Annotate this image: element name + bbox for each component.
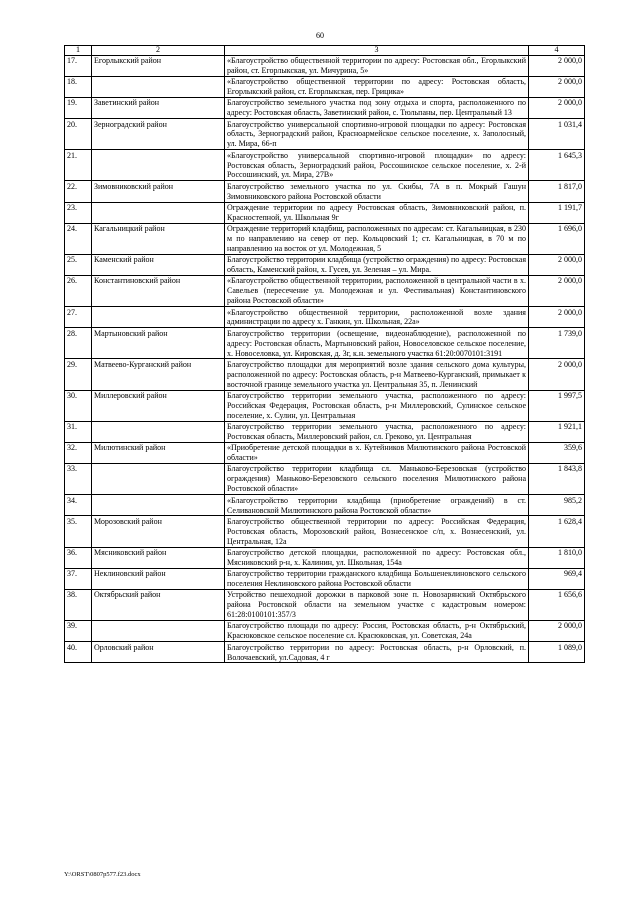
table-row: [65, 150, 585, 181]
table-row: [65, 642, 585, 663]
amount-value: 2 000,0: [529, 359, 585, 390]
table-row: [65, 55, 585, 76]
table-row: [65, 495, 585, 516]
table-row: [65, 276, 585, 307]
table-row: [65, 547, 585, 568]
district-name: Милютинский район: [92, 442, 225, 463]
project-description: Благоустройство территории кладбища (устройство ограждения) по адресу: Ростовская область, Каменский район, х. Гусев, ул. Зеленая – ул. Мира.: [225, 254, 529, 275]
amount-value: 1 628,4: [529, 516, 585, 547]
amount-value: 1 645,3: [529, 150, 585, 181]
district-name: Каменский район: [92, 254, 225, 275]
project-description: Благоустройство территории по адресу: Ростовская область, р-н Орловский, п. Волочаевский, ул.Садовая, 4 г: [225, 642, 529, 663]
row-number: 32.: [65, 442, 92, 463]
district-name: Морозовский район: [92, 516, 225, 547]
row-number: 24.: [65, 223, 92, 254]
district-name: Константиновский район: [92, 276, 225, 307]
table-row: [65, 181, 585, 202]
table-row: [65, 421, 585, 442]
amount-value: 1 739,0: [529, 328, 585, 359]
row-number: 33.: [65, 464, 92, 495]
table-row: [65, 390, 585, 421]
header-row: [65, 46, 585, 56]
project-description: Благоустройство земельного участка по ул. Скибы, 7А в п. Мокрый Гашун Зимовниковского района Ростовской области: [225, 181, 529, 202]
district-name: Кагальницкий район: [92, 223, 225, 254]
project-description: «Приобретение детской площадки в х. Кутейников Милютинского района Ростовской области»: [225, 442, 529, 463]
amount-value: 1 817,0: [529, 181, 585, 202]
row-number: 39.: [65, 621, 92, 642]
table-row: [65, 76, 585, 97]
district-name: [92, 495, 225, 516]
row-number: 20.: [65, 119, 92, 150]
amount-value: 1 843,8: [529, 464, 585, 495]
project-description: «Благоустройство территории кладбища (приобретение ограждений) в ст. Селивановской Милютинского района Ростовской области»: [225, 495, 529, 516]
project-description: «Благоустройство общественной территории по адресу: Ростовская обл., Егорлыкский район, ст. Егорлыкская, ул. Мичурина, 5»: [225, 55, 529, 76]
table-row: [65, 328, 585, 359]
table-row: [65, 568, 585, 589]
project-description: Благоустройство общественной территории по адресу: Российская Федерация, Ростовская область, Морозовский район, Вознесенское с/п, х. Вознесенский, ул. Центральная, 12а: [225, 516, 529, 547]
project-description: Благоустройство площади по адресу: Россия, Ростовская область, р-н Октябрьский, Красюковское сельское поселение сл. Красюковская, ул. Советская, 24а: [225, 621, 529, 642]
amount-value: 2 000,0: [529, 76, 585, 97]
row-number: 25.: [65, 254, 92, 275]
district-name: Мартыновский район: [92, 328, 225, 359]
amount-value: 1 696,0: [529, 223, 585, 254]
table-row: [65, 223, 585, 254]
table-row: [65, 254, 585, 275]
row-number: 37.: [65, 568, 92, 589]
project-description: Благоустройство территории (освещение, видеонаблюдение), расположенной по адресу: Ростовская область, Мартыновский район, Новоселовское сельское поселение, х. Новоселовка, ул. Кировская, д. 3г, к.н. земельного участка 61:20:0070101:3191: [225, 328, 529, 359]
district-name: Орловский район: [92, 642, 225, 663]
row-number: 19.: [65, 97, 92, 118]
amount-value: 2 000,0: [529, 621, 585, 642]
project-description: «Благоустройство универсальной спортивно-игровой площадки» по адресу: Ростовская область, Зерноградский район, Россошинское сельское поселение, х. 2-й Россошинский, ул. Мира, 27В»: [225, 150, 529, 181]
table-row: [65, 307, 585, 328]
project-description: Благоустройство площадки для мероприятий возле здания сельского дома культуры, расположенной по адресу: Ростовская область, р-н Матвеево-Курганский, примыкает к восточной границе земельного участка ул. Центральная 35, п. Ленинский: [225, 359, 529, 390]
project-description: Благоустройство универсальной спортивно-игровой площадки по адресу: Ростовская область, Зерноградский район, Красноармейское сельское поселение, х. Заполосный, ул. Мира, 66-п: [225, 119, 529, 150]
district-name: [92, 307, 225, 328]
project-description: «Благоустройство общественной территории, расположенной возле здания администрации по адресу х. Ганкин, ул. Школьная, 22а»: [225, 307, 529, 328]
project-description: Благоустройство детской площадки, расположенной по адресу: Ростовская обл., Мясниковский р-н, х. Калинин, ул. Школьная, 154а: [225, 547, 529, 568]
table-row: [65, 442, 585, 463]
district-name: Неклиновский район: [92, 568, 225, 589]
amount-value: 985,2: [529, 495, 585, 516]
row-number: 21.: [65, 150, 92, 181]
project-description: Благоустройство территории земельного участка, расположенного по адресу: Ростовская область, Миллеровский район, сл. Греково, ул. Центральная: [225, 421, 529, 442]
table-row: [65, 359, 585, 390]
district-name: Октябрьский район: [92, 589, 225, 620]
table-row: [65, 464, 585, 495]
header-col-2: 2: [92, 46, 225, 56]
row-number: 18.: [65, 76, 92, 97]
project-description: Благоустройство территории гражданского кладбища Большенеклиновского сельского поселения Неклиновского района Ростовской области: [225, 568, 529, 589]
row-number: 40.: [65, 642, 92, 663]
district-name: [92, 464, 225, 495]
table-row: [65, 516, 585, 547]
row-number: 36.: [65, 547, 92, 568]
district-name: [92, 202, 225, 223]
project-description: Благоустройство территории земельного участка, расположенного по адресу: Российская Федерация, Ростовская область, р-н Миллеровский, Сулинское сельское поселение, х. Сулин, ул. Центральная: [225, 390, 529, 421]
project-description: Устройство пешеходной дорожки в парковой зоне п. Новозарянский Октябрьского района Ростовской области на земельном участке с кадастровым номером: 61:28:0100101:357/3: [225, 589, 529, 620]
amount-value: 1 089,0: [529, 642, 585, 663]
header-col-1: 1: [65, 46, 92, 56]
row-number: 30.: [65, 390, 92, 421]
page-number: 60: [316, 31, 324, 40]
district-name: Мясниковский район: [92, 547, 225, 568]
table-row: [65, 202, 585, 223]
amount-value: 2 000,0: [529, 97, 585, 118]
amount-value: 969,4: [529, 568, 585, 589]
header-col-3: 3: [225, 46, 529, 56]
amount-value: 2 000,0: [529, 254, 585, 275]
table-row: [65, 119, 585, 150]
amount-value: 1 921,1: [529, 421, 585, 442]
district-name: Зимовниковский район: [92, 181, 225, 202]
district-name: [92, 150, 225, 181]
district-name: Егорлыкский район: [92, 55, 225, 76]
amount-value: 2 000,0: [529, 55, 585, 76]
project-description: Благоустройство земельного участка под зону отдыха и спорта, расположенного по адресу: Ростовская область, Заветинский район, с. Тюльпаны, пер. Центральный 13: [225, 97, 529, 118]
table-row: [65, 589, 585, 620]
row-number: 27.: [65, 307, 92, 328]
amount-value: 2 000,0: [529, 276, 585, 307]
amount-value: 1 656,6: [529, 589, 585, 620]
district-name: Заветинский район: [92, 97, 225, 118]
row-number: 35.: [65, 516, 92, 547]
row-number: 29.: [65, 359, 92, 390]
file-path-footer: Y:\ORST\0807p577.f23.docx: [64, 871, 141, 878]
district-name: Миллеровский район: [92, 390, 225, 421]
row-number: 26.: [65, 276, 92, 307]
amount-value: 1 031,4: [529, 119, 585, 150]
row-number: 34.: [65, 495, 92, 516]
amount-value: 1 810,0: [529, 547, 585, 568]
row-number: 23.: [65, 202, 92, 223]
amount-value: 1 191,7: [529, 202, 585, 223]
district-name: [92, 76, 225, 97]
table-row: [65, 97, 585, 118]
amount-value: 2 000,0: [529, 307, 585, 328]
row-number: 22.: [65, 181, 92, 202]
project-description: Благоустройство территории кладбища сл. Маньково-Березовская (устройство ограждения) Маньково-Березовского сельского поселения Милютинского района Ростовской области»: [225, 464, 529, 495]
amount-value: 359,6: [529, 442, 585, 463]
amount-value: 1 997,5: [529, 390, 585, 421]
district-name: Зерноградский район: [92, 119, 225, 150]
district-name: [92, 621, 225, 642]
district-name: Матвеево-Курганский район: [92, 359, 225, 390]
row-number: 31.: [65, 421, 92, 442]
project-description: Ограждение территорий кладбищ, расположенных по адресам: ст. Кагальницкая, в 230 м по направлению на север от пер. Кольцовский 1; ст. Кагальницкая, в 70 м по направлению на восток от ул. Молодежная, 5: [225, 223, 529, 254]
row-number: 28.: [65, 328, 92, 359]
row-number: 38.: [65, 589, 92, 620]
grants-table: [64, 45, 585, 663]
district-name: [92, 421, 225, 442]
project-description: Ограждение территории по адресу Ростовская область, Зимовниковский район, п. Красностепной, ул. Школьная 9г: [225, 202, 529, 223]
project-description: «Благоустройство общественной территории, расположенной в центральной части в х. Савельев (пересечение ул. Молодежная и ул. Фестивальная) Константиновского района Ростовской области»: [225, 276, 529, 307]
header-col-4: 4: [529, 46, 585, 56]
row-number: 17.: [65, 55, 92, 76]
table-row: [65, 621, 585, 642]
project-description: «Благоустройство общественной территории по адресу: Ростовская область, Егорлыкский район, ст. Егорлыкская, пер. Грицика»: [225, 76, 529, 97]
